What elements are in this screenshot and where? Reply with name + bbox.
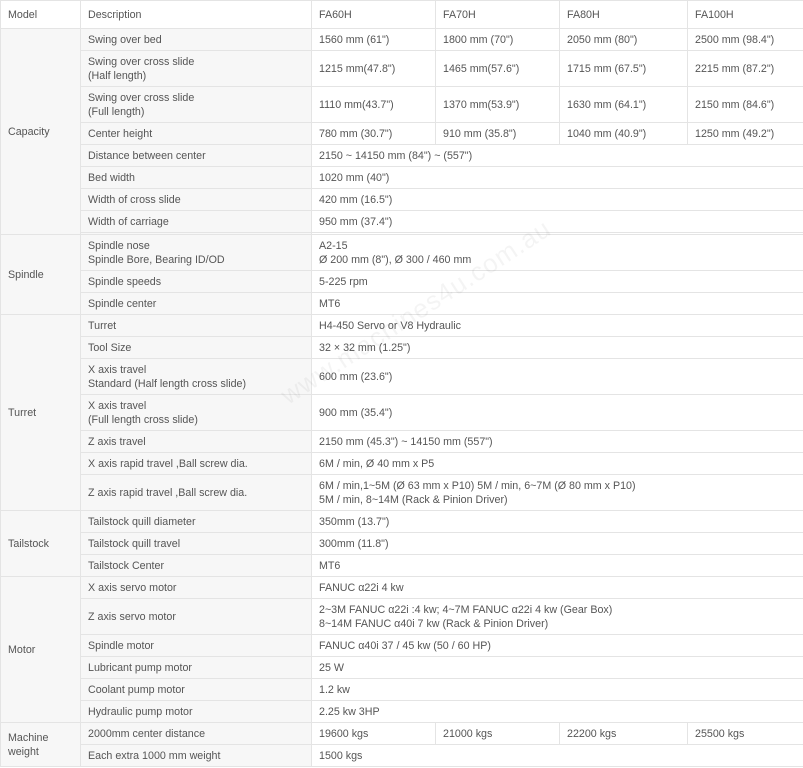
- row-desc-line: (Full length): [88, 105, 145, 118]
- row-desc: Distance between center: [81, 145, 312, 167]
- value-all: MT6: [312, 555, 803, 577]
- table-row: [1, 431, 803, 453]
- value-fa70h: 21000 kgs: [436, 723, 560, 745]
- row-desc: Tailstock Center: [81, 555, 312, 577]
- row-desc-line: Swing over cross slide: [88, 91, 195, 104]
- row-desc-line: Spindle Bore, Bearing ID/OD: [88, 253, 225, 266]
- table-row: [1, 395, 803, 431]
- table-row: [1, 679, 803, 701]
- value-all: 350mm (13.7"): [312, 511, 803, 533]
- value-fa70h: 1370 mm(53.9"): [436, 87, 560, 123]
- group-machine-weight: [1, 723, 81, 767]
- value-all: 950 mm (37.4"): [312, 211, 803, 233]
- value-all: 300mm (11.8"): [312, 533, 803, 555]
- table-row: [1, 555, 803, 577]
- table-row: [1, 635, 803, 657]
- row-desc: Width of carriage: [81, 211, 312, 233]
- value-all: 1500 kgs: [312, 745, 803, 767]
- table-row: [1, 189, 803, 211]
- table-row: [1, 51, 803, 87]
- row-desc: Width of cross slide: [81, 189, 312, 211]
- table-row: [1, 87, 803, 123]
- row-desc: [81, 395, 312, 431]
- header-fa60h: FA60H: [312, 1, 436, 29]
- value-line: Ø 200 mm (8"), Ø 300 / 460 mm: [319, 253, 472, 266]
- row-desc: Hydraulic pump motor: [81, 701, 312, 723]
- value-fa80h: 1040 mm (40.9"): [560, 123, 688, 145]
- row-desc: Lubricant pump motor: [81, 657, 312, 679]
- row-desc: [81, 51, 312, 87]
- header-fa100h: FA100H: [688, 1, 803, 29]
- table-row: [1, 453, 803, 475]
- row-desc-line: Swing over cross slide: [88, 55, 195, 68]
- row-desc: Tool Size: [81, 337, 312, 359]
- row-desc: Z axis rapid travel ,Ball screw dia.: [81, 475, 312, 511]
- value-all: 600 mm (23.6"): [312, 359, 803, 395]
- value-line: 6M / min,1~5M (Ø 63 mm x P10) 5M / min, 6~7M (Ø 80 mm x P10): [319, 479, 636, 492]
- header-fa70h: FA70H: [436, 1, 560, 29]
- row-desc: Tailstock quill diameter: [81, 511, 312, 533]
- value-all: 2150 ~ 14150 mm (84") ~ (557"): [312, 145, 803, 167]
- value-fa60h: 19600 kgs: [312, 723, 436, 745]
- row-desc-line: X axis travel: [88, 363, 147, 376]
- table-row: [1, 475, 803, 511]
- value-fa100h: 2150 mm (84.6"): [688, 87, 803, 123]
- value-fa80h: 1715 mm (67.5"): [560, 51, 688, 87]
- value-fa60h: 1110 mm(43.7"): [312, 87, 436, 123]
- value-fa70h: 1465 mm(57.6"): [436, 51, 560, 87]
- table-row: [1, 723, 803, 745]
- group-label-line: Machine: [8, 731, 49, 744]
- value-all: 6M / min, Ø 40 mm x P5: [312, 453, 803, 475]
- value-fa70h: 1800 mm (70"): [436, 29, 560, 51]
- table-row: [1, 315, 803, 337]
- value-all: MT6: [312, 293, 803, 315]
- value-line: A2-15: [319, 239, 348, 252]
- value-fa100h: 25500 kgs: [688, 723, 803, 745]
- group-spindle: Spindle: [1, 235, 81, 315]
- row-desc: Z axis travel: [81, 431, 312, 453]
- value-all: 1.2 kw: [312, 679, 803, 701]
- value-all: 5-225 rpm: [312, 271, 803, 293]
- table-row: [1, 337, 803, 359]
- row-desc: [81, 235, 312, 271]
- group-capacity: Capacity: [1, 29, 81, 235]
- header-description: Description: [81, 1, 312, 29]
- table-row: [1, 599, 803, 635]
- header-model: Model: [1, 1, 81, 29]
- row-desc-line: X axis travel: [88, 399, 147, 412]
- value-fa60h: 780 mm (30.7"): [312, 123, 436, 145]
- table-row: [1, 167, 803, 189]
- value-line: 8~14M FANUC α40i 7 kw (Rack & Pinion Driver): [319, 617, 549, 630]
- row-desc-line: Spindle nose: [88, 239, 150, 252]
- table-row: [1, 533, 803, 555]
- value-fa100h: 2500 mm (98.4"): [688, 29, 803, 51]
- row-desc: Coolant pump motor: [81, 679, 312, 701]
- row-desc: X axis servo motor: [81, 577, 312, 599]
- table-row: [1, 293, 803, 315]
- value-all: 900 mm (35.4"): [312, 395, 803, 431]
- group-label-line: weight: [8, 745, 39, 758]
- table-row: [1, 235, 803, 271]
- row-desc: 2000mm center distance: [81, 723, 312, 745]
- table-row: [1, 577, 803, 599]
- header-row: [1, 1, 803, 29]
- value-all: 32 × 32 mm (1.25"): [312, 337, 803, 359]
- value-all: 1020 mm (40"): [312, 167, 803, 189]
- value-fa80h: 22200 kgs: [560, 723, 688, 745]
- row-desc: Each extra 1000 mm weight: [81, 745, 312, 767]
- table-row: [1, 511, 803, 533]
- value-fa80h: 1630 mm (64.1"): [560, 87, 688, 123]
- table-row: [1, 701, 803, 723]
- table-row: [1, 657, 803, 679]
- value-fa80h: 2050 mm (80"): [560, 29, 688, 51]
- group-turret: Turret: [1, 315, 81, 511]
- value-all: [312, 599, 803, 635]
- row-desc: Turret: [81, 315, 312, 337]
- value-fa60h: 1215 mm(47.8"): [312, 51, 436, 87]
- value-all: [312, 475, 803, 511]
- value-all: 25 W: [312, 657, 803, 679]
- row-desc: Center height: [81, 123, 312, 145]
- table-row: [1, 211, 803, 233]
- row-desc-line: Standard (Half length cross slide): [88, 377, 247, 390]
- row-desc: Tailstock quill travel: [81, 533, 312, 555]
- value-fa100h: 1250 mm (49.2"): [688, 123, 803, 145]
- table-row: [1, 271, 803, 293]
- table-row: [1, 745, 803, 767]
- value-all: H4-450 Servo or V8 Hydraulic: [312, 315, 803, 337]
- row-desc: [81, 87, 312, 123]
- row-desc: Swing over bed: [81, 29, 312, 51]
- value-all: 2.25 kw 3HP: [312, 701, 803, 723]
- value-fa70h: 910 mm (35.8"): [436, 123, 560, 145]
- row-desc: Spindle speeds: [81, 271, 312, 293]
- table-row: [1, 123, 803, 145]
- row-desc: X axis rapid travel ,Ball screw dia.: [81, 453, 312, 475]
- row-desc: Z axis servo motor: [81, 599, 312, 635]
- value-line: 2~3M FANUC α22i :4 kw; 4~7M FANUC α22i 4 kw (Gear Box): [319, 603, 613, 616]
- header-fa80h: FA80H: [560, 1, 688, 29]
- value-line: 5M / min, 8~14M (Rack & Pinion Driver): [319, 493, 508, 506]
- row-desc: Bed width: [81, 167, 312, 189]
- row-desc: Spindle center: [81, 293, 312, 315]
- value-all: FANUC α40i 37 / 45 kw (50 / 60 HP): [312, 635, 803, 657]
- value-all: 420 mm (16.5"): [312, 189, 803, 211]
- row-desc-line: (Half length): [88, 69, 147, 82]
- value-fa100h: 2215 mm (87.2"): [688, 51, 803, 87]
- row-desc-line: (Full length cross slide): [88, 413, 198, 426]
- value-all: 2150 mm (45.3") ~ 14150 mm (557"): [312, 431, 803, 453]
- group-tailstock: Tailstock: [1, 511, 81, 577]
- group-motor: Motor: [1, 577, 81, 723]
- row-desc: Spindle motor: [81, 635, 312, 657]
- row-desc: [81, 359, 312, 395]
- table-row: [1, 359, 803, 395]
- value-fa60h: 1560 mm (61"): [312, 29, 436, 51]
- table-row: [1, 29, 803, 51]
- value-all: [312, 235, 803, 271]
- value-all: FANUC α22i 4 kw: [312, 577, 803, 599]
- table-row: [1, 145, 803, 167]
